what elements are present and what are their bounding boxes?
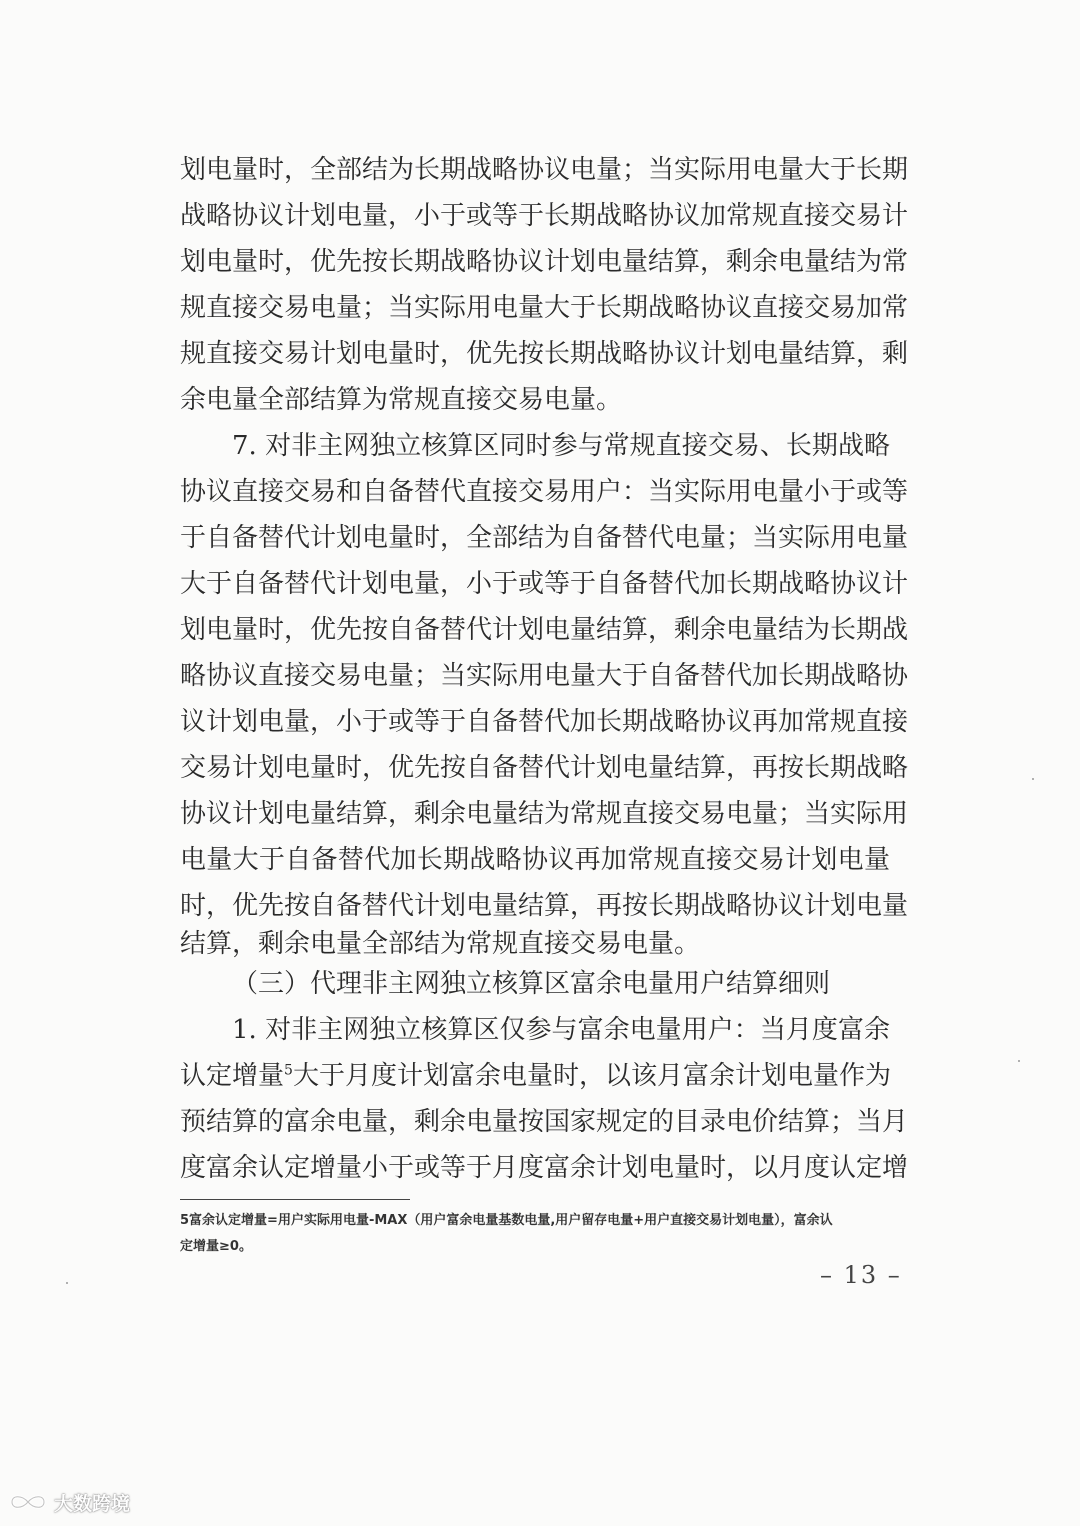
footnote-reference: 5 [284, 1062, 293, 1079]
watermark-text: 大数跨境 [54, 1492, 131, 1515]
text-line: 度富余认定增量小于或等于月度富余计划电量时，以月度认定增 [180, 1153, 909, 1183]
text-line: 交易计划电量时，优先按自备替代计划电量结算，再按长期战略 [180, 753, 909, 783]
scan-speck [66, 1282, 68, 1284]
text-line: 余电量全部结算为常规直接交易电量。 [180, 385, 623, 415]
text-segment: 认定增量 [180, 1061, 285, 1091]
watermark [6, 1488, 130, 1516]
text-line: 电量大于自备替代加长期战略协议再加常规直接交易计划电量 [180, 845, 890, 875]
text-line: 协议直接交易和自备替代直接交易用户：当实际用电量小于或等 [180, 477, 909, 507]
text-line: 略协议直接交易电量；当实际用电量大于自备替代加长期战略协 [180, 661, 909, 691]
text-line: 划电量时，全部结为长期战略协议电量；当实际用电量大于长期 [180, 155, 909, 185]
text-line: 预结算的富余电量，剩余电量按国家规定的目录电价结算；当月 [180, 1107, 909, 1137]
text-line: 战略协议计划电量，小于或等于长期战略协议加常规直接交易计 [180, 201, 909, 231]
text-line: 规直接交易电量；当实际用电量大于长期战略协议直接交易加常 [180, 293, 909, 323]
paragraph-7-first-line: 7. 对非主网独立核算区同时参与常规直接交易、长期战略 [232, 431, 890, 461]
text-line: 议计划电量，小于或等于自备替代加长期战略协议再加常规直接 [180, 707, 909, 737]
text-segment: 大于月度计划富余电量时，以该月富余计划电量作为 [292, 1061, 891, 1091]
text-line: 于自备替代计划电量时，全部结为自备替代电量；当实际用电量 [180, 523, 909, 553]
footnote-divider [180, 1199, 410, 1200]
text-line: 结算，剩余电量全部结为常规直接交易电量。 [180, 929, 701, 959]
footnote-line: 定增量≥0。 [180, 1239, 252, 1254]
text-line: 时，优先按自备替代计划电量结算，再按长期战略协议计划电量 [180, 891, 909, 921]
text-line: 划电量时，优先按长期战略协议计划电量结算，剩余电量结为常 [180, 247, 909, 277]
footnote-line: 5富余认定增量=用户实际用电量-MAX（用户富余电量基数电量,用户留存电量+用户直接交易计划电量），富余认 [180, 1213, 833, 1228]
text-line-with-footnote-ref [180, 1058, 890, 1094]
text-line: 协议计划电量结算，剩余电量结为常规直接交易电量；当实际用 [180, 799, 909, 829]
text-line: 划电量时，优先按自备替代计划电量结算，剩余电量结为长期战 [180, 615, 909, 645]
paragraph-1-first-line: 1. 对非主网独立核算区仅参与富余电量用户：当月度富余 [232, 1015, 890, 1045]
page-number: – 13 – [820, 1261, 902, 1289]
text-line: 大于自备替代计划电量，小于或等于自备替代加长期战略协议计 [180, 569, 909, 599]
section-heading: （三）代理非主网独立核算区富余电量用户结算细则 [232, 969, 831, 999]
infinity-logo-icon [6, 1490, 50, 1514]
scan-speck [1018, 1060, 1020, 1062]
text-line: 规直接交易计划电量时，优先按长期战略协议计划电量结算，剩 [180, 339, 909, 369]
scan-speck [1032, 778, 1034, 780]
